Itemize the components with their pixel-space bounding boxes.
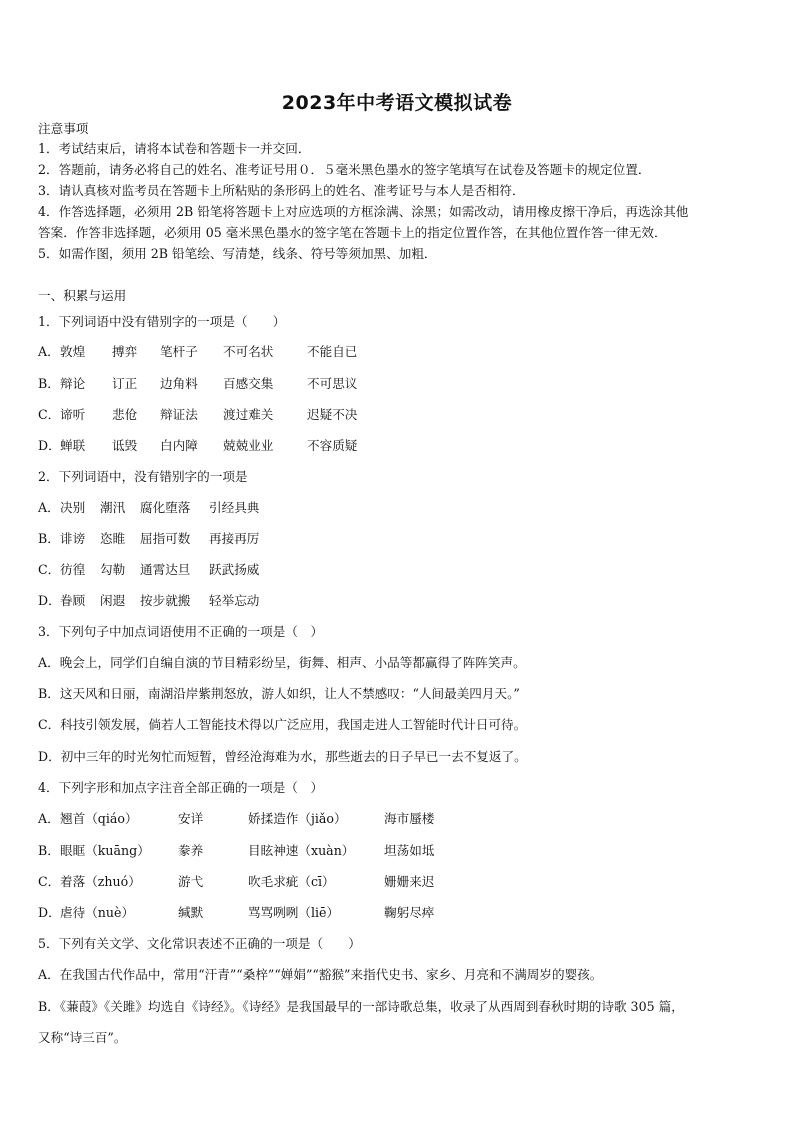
option-word: 缄默 (178, 905, 204, 920)
option-label: A． (38, 344, 60, 359)
notice-item: 1．考试结束后，请将本试卷和答题卡一并交回． (38, 141, 311, 156)
option-word: 安详 (178, 811, 204, 826)
option-label: A． (38, 500, 60, 515)
option-word: 通霄达旦 (140, 562, 191, 577)
option-row (38, 811, 434, 827)
option-word: 辩论 (60, 376, 86, 391)
option-word: 骂骂咧咧（liē） (248, 905, 340, 920)
notice-item: 答案．作答非选择题，必须用 05 毫米黑色墨水的签字笔在答题卡上的指定位置作答，在其他位置作答一律无效． (38, 225, 667, 240)
option-word: 白内障 (160, 438, 198, 453)
option-word: 诽谤 (60, 531, 86, 546)
option-label: D． (38, 905, 61, 920)
option-word: 兢兢业业 (223, 438, 274, 453)
option-label: D． (38, 593, 61, 608)
option-word: 虐待（nuè） (60, 905, 135, 920)
option-word: 吹毛求疵（cī） (248, 874, 335, 889)
option-word: 边角料 (160, 376, 198, 391)
section-heading: 一、积累与运用 (38, 288, 127, 303)
option-word: 再接再厉 (209, 531, 260, 546)
option-word: 辩证法 (160, 407, 198, 422)
option-line: C．科技引领发展，倘若人工智能技术得以广泛应用，我国走进人工智能时代计日可待。 (38, 717, 527, 732)
option-word: 按步就搬 (140, 593, 191, 608)
notice-heading: 注意事项 (38, 121, 89, 136)
option-word: 游弋 (178, 874, 204, 889)
option-word: 搏弈 (112, 344, 138, 359)
option-word: 眷顾 (60, 593, 86, 608)
notice-item: 3．请认真核对监考员在答题卡上所粘贴的条形码上的姓名、准考证号与本人是否相符． (38, 183, 525, 198)
option-word: 翘首（qiáo） (60, 811, 138, 826)
option-row (38, 874, 434, 890)
option-word: 不可思议 (307, 376, 358, 391)
question-stem: 3．下列句子中加点词语使用不正确的一项是（ ） (38, 624, 324, 639)
notice-item: 4．作答选择题，必须用 2B 铅笔将答题卡上对应选项的方框涂满、涂黑；如需改动，请用橡皮擦干净后，再选涂其他 (38, 204, 689, 219)
option-line: A．晚会上，同学们自编自演的节目精彩纷呈，街舞、相声、小品等都赢得了阵阵笑声。 (38, 655, 526, 670)
option-label: B． (38, 376, 60, 391)
option-label: C． (38, 562, 61, 577)
option-word: 勾勒 (100, 562, 126, 577)
option-word: 娇揉造作（jiǎo） (248, 811, 347, 826)
notice-item: 2．答题前，请务必将自己的姓名、准考证号用０．５毫米黑色墨水的签字笔填写在试卷及答题卡的规定位置． (38, 162, 651, 177)
option-row (38, 905, 434, 921)
option-row (38, 500, 259, 516)
option-word: 姗姗来迟 (384, 874, 435, 889)
question-stem: 2．下列词语中，没有错别字的一项是 (38, 469, 248, 484)
option-word: 鞠躬尽瘁 (384, 905, 435, 920)
option-word: 彷徨 (60, 562, 86, 577)
option-word: 腐化堕落 (140, 500, 191, 515)
option-label: B． (38, 843, 60, 858)
option-line: A．在我国古代作品中，常用“汗青”“桑梓”“婵娟”“豁猴”来指代史书、家乡、月亮和不满周岁的婴孩。 (38, 967, 603, 982)
option-word: 海市蜃楼 (384, 811, 435, 826)
option-word: 着落（zhuó） (60, 874, 141, 889)
option-row (38, 438, 357, 454)
question-stem: 4．下列字形和加点字注音全部正确的一项是（ ） (38, 780, 324, 795)
option-word: 渡过难关 (223, 407, 274, 422)
question-stem: 5．下列有关文学、文化常识表述不正确的一项是（ ） (38, 936, 361, 951)
option-label: C． (38, 874, 61, 889)
option-word: 不能自已 (307, 344, 358, 359)
option-word: 蝉联 (60, 438, 86, 453)
option-word: 坦荡如坻 (384, 843, 435, 858)
option-row (38, 562, 259, 578)
option-word: 订正 (112, 376, 138, 391)
option-word: 诋毁 (112, 438, 138, 453)
option-row (38, 843, 434, 859)
option-line: B．《蒹葭》《关雎》均选自《诗经》。《诗经》是我国最早的一部诗歌总集，收录了从西周到春秋时期的诗歌 305 篇， (38, 999, 684, 1014)
notice-item: 5．如需作图，须用 2B 铅笔绘、写清楚，线条、符号等须加黑、加粗． (38, 246, 437, 261)
option-row (38, 531, 259, 547)
option-line: 又称“诗三百”。 (38, 1030, 127, 1045)
option-word: 迟疑不决 (307, 407, 358, 422)
question-stem: 1．下列词语中没有错别字的一项是（ ） (38, 314, 286, 329)
option-word: 恣睢 (100, 531, 126, 546)
exam-title: 2023年中考语文模拟试卷 (281, 92, 513, 114)
option-word: 闲遐 (100, 593, 126, 608)
option-word: 豢养 (178, 843, 204, 858)
option-word: 眼眶（kuāng） (60, 843, 150, 858)
option-row (38, 376, 357, 392)
option-label: D． (38, 438, 61, 453)
option-word: 百感交集 (223, 376, 274, 391)
option-word: 不可名状 (223, 344, 274, 359)
option-word: 目眩神速（xuàn） (248, 843, 355, 858)
option-word: 决别 (60, 500, 86, 515)
option-label: C． (38, 407, 61, 422)
option-word: 悲伧 (112, 407, 138, 422)
option-word: 跃武扬威 (209, 562, 260, 577)
option-word: 轻举忘动 (209, 593, 260, 608)
option-row (38, 593, 259, 609)
option-word: 笔杆子 (160, 344, 198, 359)
option-word: 谛听 (60, 407, 86, 422)
option-word: 屈指可数 (140, 531, 191, 546)
option-line: B．这天风和日丽，南湖沿岸紫荆怒放，游人如织，让人不禁感叹：“人间最美四月天。” (38, 686, 520, 701)
option-row (38, 407, 357, 423)
option-label: B． (38, 531, 60, 546)
option-label: A． (38, 811, 60, 826)
option-word: 潮汛 (100, 500, 126, 515)
option-word: 引经具典 (209, 500, 260, 515)
option-word: 敦煌 (60, 344, 86, 359)
option-word: 不容质疑 (307, 438, 358, 453)
option-line: D．初中三年的时光匆忙而短暂，曾经沧海难为水，那些逝去的日子早已一去不复返了。 (38, 749, 527, 764)
option-row (38, 344, 357, 360)
